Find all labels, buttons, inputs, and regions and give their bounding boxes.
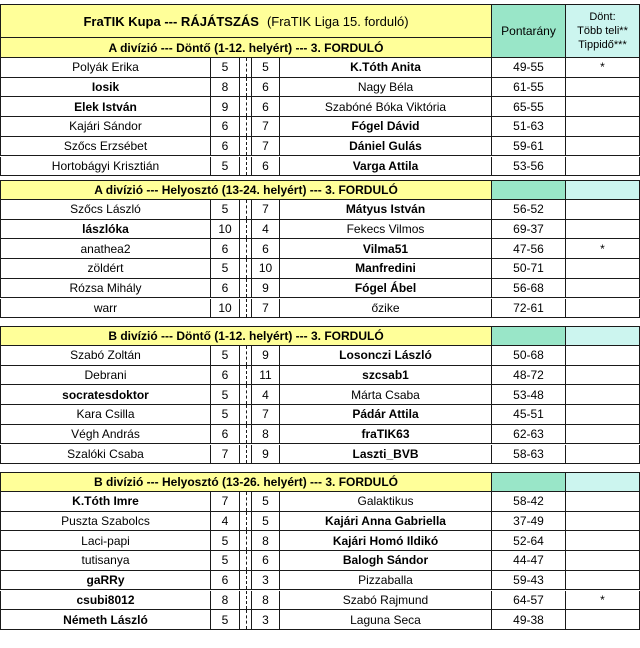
score-separator [240, 425, 252, 445]
match-row [0, 445, 640, 465]
match-row [0, 346, 640, 366]
away-player: Szabóné Bóka Viktória [280, 97, 492, 117]
score-separator [240, 492, 252, 512]
tip-mark: * [566, 58, 640, 78]
separator-line [246, 492, 247, 511]
section-title: A divízió --- Döntő (1-12. helyért) --- 3. FORDULÓ [0, 38, 492, 58]
home-player: Szőcs László [0, 200, 211, 220]
match-row [0, 279, 640, 299]
point-ratio: 61-55 [492, 78, 566, 98]
separator-line [246, 571, 247, 590]
separator-line [246, 299, 247, 318]
score-separator [240, 58, 252, 78]
score-separator [240, 346, 252, 366]
point-ratio: 72-61 [492, 299, 566, 319]
home-score: 8 [211, 78, 240, 98]
separator-line [246, 117, 247, 136]
section-pont-header [492, 472, 566, 492]
match-row [0, 259, 640, 279]
score-separator [240, 239, 252, 259]
tip-mark [566, 366, 640, 386]
score-separator [240, 259, 252, 279]
tip-mark: * [566, 591, 640, 611]
match-row [0, 531, 640, 551]
home-player: tutisanya [0, 551, 211, 571]
score-separator [240, 97, 252, 117]
tip-mark [566, 571, 640, 591]
away-score: 11 [252, 366, 280, 386]
home-player: Debrani [0, 366, 211, 386]
home-score: 10 [211, 299, 240, 319]
tip-mark [566, 512, 640, 532]
away-player: Laszti_BVB [280, 445, 492, 465]
score-separator [240, 200, 252, 220]
tip-mark [566, 492, 640, 512]
point-ratio: 49-38 [492, 610, 566, 630]
home-score: 6 [211, 279, 240, 299]
away-score: 9 [252, 445, 280, 465]
score-separator [240, 117, 252, 137]
away-score: 7 [252, 117, 280, 137]
match-row [0, 366, 640, 386]
separator-line [246, 58, 247, 77]
separator-line [246, 405, 247, 424]
away-player: Losonczi László [280, 346, 492, 366]
away-player: Fekecs Vilmos [280, 220, 492, 240]
away-player: Dániel Gulás [280, 137, 492, 157]
tip-mark [566, 200, 640, 220]
away-score: 7 [252, 200, 280, 220]
home-player: Puszta Szabolcs [0, 512, 211, 532]
section-tip-header [566, 326, 640, 346]
point-ratio: 49-55 [492, 58, 566, 78]
match-row [0, 137, 640, 157]
separator-line [246, 512, 247, 531]
tip-mark: * [566, 239, 640, 259]
point-ratio: 53-48 [492, 385, 566, 405]
score-separator [240, 531, 252, 551]
tip-mark [566, 97, 640, 117]
away-player: K.Tóth Anita [280, 58, 492, 78]
separator-line [246, 157, 247, 176]
home-score: 5 [211, 405, 240, 425]
point-ratio: 50-71 [492, 259, 566, 279]
score-separator [240, 299, 252, 319]
away-score: 7 [252, 405, 280, 425]
match-row [0, 385, 640, 405]
point-ratio: 59-61 [492, 137, 566, 157]
home-score: 5 [211, 346, 240, 366]
tip-mark [566, 405, 640, 425]
point-ratio: 64-57 [492, 591, 566, 611]
home-score: 5 [211, 385, 240, 405]
home-score: 4 [211, 512, 240, 532]
tip-mark [566, 157, 640, 177]
tip-mark [566, 220, 640, 240]
away-score: 3 [252, 571, 280, 591]
away-player: őzike [280, 299, 492, 319]
away-score: 7 [252, 299, 280, 319]
point-ratio: 37-49 [492, 512, 566, 532]
home-player: Végh András [0, 425, 211, 445]
score-separator [240, 551, 252, 571]
match-row [0, 200, 640, 220]
title-right: (FraTIK Liga 15. forduló) [266, 13, 409, 29]
home-score: 5 [211, 259, 240, 279]
pontarany-header: Pontarány [492, 4, 566, 58]
match-row [0, 117, 640, 137]
section-header-row [0, 326, 640, 346]
away-score: 8 [252, 425, 280, 445]
home-score: 5 [211, 551, 240, 571]
home-player: Szabó Zoltán [0, 346, 211, 366]
home-player: Rózsa Mihály [0, 279, 211, 299]
away-score: 6 [252, 239, 280, 259]
score-separator [240, 445, 252, 465]
home-score: 6 [211, 117, 240, 137]
home-player: Hortobágyi Krisztián [0, 157, 211, 177]
home-player: Szalóki Csaba [0, 445, 211, 465]
section-header-row [0, 38, 640, 58]
match-row [0, 492, 640, 512]
tip-mark [566, 425, 640, 445]
separator-line [246, 137, 247, 156]
home-score: 6 [211, 366, 240, 386]
away-score: 6 [252, 551, 280, 571]
away-score: 3 [252, 610, 280, 630]
point-ratio: 65-55 [492, 97, 566, 117]
away-score: 4 [252, 220, 280, 240]
match-row [0, 220, 640, 240]
away-player: Varga Attila [280, 157, 492, 177]
tip-mark [566, 445, 640, 465]
away-score: 8 [252, 591, 280, 611]
match-row [0, 405, 640, 425]
separator-line [246, 239, 247, 258]
home-player: Polyák Erika [0, 58, 211, 78]
separator-line [246, 385, 247, 404]
dont-line-3: Tippidő*** [578, 39, 627, 51]
dont-line-2: Több teli** [577, 25, 628, 37]
tip-mark [566, 78, 640, 98]
home-score: 6 [211, 137, 240, 157]
section-title: B divízió --- Döntő (1-12. helyért) --- 3. FORDULÓ [0, 326, 492, 346]
tip-mark [566, 610, 640, 630]
point-ratio: 56-68 [492, 279, 566, 299]
title-cell [0, 4, 492, 38]
away-player: Nagy Béla [280, 78, 492, 98]
tip-mark [566, 117, 640, 137]
match-row [0, 591, 640, 611]
separator-line [246, 279, 247, 298]
home-player: Elek István [0, 97, 211, 117]
match-row [0, 425, 640, 445]
point-ratio: 44-47 [492, 551, 566, 571]
away-player: Fógel Dávid [280, 117, 492, 137]
home-player: Kajári Sándor [0, 117, 211, 137]
home-score: 7 [211, 445, 240, 465]
section-pont-header [492, 326, 566, 346]
away-score: 6 [252, 97, 280, 117]
away-score: 10 [252, 259, 280, 279]
home-score: 6 [211, 425, 240, 445]
match-row [0, 571, 640, 591]
separator-line [246, 425, 247, 444]
section-title: B divízió --- Helyosztó (13-26. helyért) --- 3. FORDULÓ [0, 472, 492, 492]
away-player: Fógel Ábel [280, 279, 492, 299]
separator-line [246, 200, 247, 219]
match-row [0, 610, 640, 630]
point-ratio: 50-68 [492, 346, 566, 366]
separator-line [246, 259, 247, 278]
score-separator [240, 591, 252, 611]
tip-mark [566, 346, 640, 366]
home-score: 10 [211, 220, 240, 240]
score-separator [240, 571, 252, 591]
home-score: 5 [211, 58, 240, 78]
home-player: lászlóka [0, 220, 211, 240]
home-score: 5 [211, 610, 240, 630]
separator-line [246, 78, 247, 97]
home-player: gaRRy [0, 571, 211, 591]
tip-mark [566, 259, 640, 279]
point-ratio: 53-56 [492, 157, 566, 177]
separator-line [246, 346, 247, 365]
match-row [0, 299, 640, 319]
away-score: 4 [252, 385, 280, 405]
match-row [0, 58, 640, 78]
tip-mark [566, 299, 640, 319]
away-player: Galaktikus [280, 492, 492, 512]
match-row [0, 512, 640, 532]
away-player: Szabó Rajmund [280, 591, 492, 611]
point-ratio: 52-64 [492, 531, 566, 551]
point-ratio: 58-63 [492, 445, 566, 465]
separator-line [246, 551, 247, 570]
tip-mark [566, 137, 640, 157]
point-ratio: 59-43 [492, 571, 566, 591]
away-score: 8 [252, 531, 280, 551]
away-player: Balogh Sándor [280, 551, 492, 571]
away-score: 9 [252, 346, 280, 366]
match-row [0, 551, 640, 571]
home-player: warr [0, 299, 211, 319]
match-row [0, 97, 640, 117]
away-score: 5 [252, 492, 280, 512]
away-player: Márta Csaba [280, 385, 492, 405]
match-row [0, 78, 640, 98]
point-ratio: 45-51 [492, 405, 566, 425]
away-player: Mátyus István [280, 200, 492, 220]
away-player: Pádár Attila [280, 405, 492, 425]
section-title: A divízió --- Helyosztó (13-24. helyért) --- 3. FORDULÓ [0, 180, 492, 200]
score-separator [240, 610, 252, 630]
home-player: anathea2 [0, 239, 211, 259]
separator-line [246, 220, 247, 239]
home-player: Iosik [0, 78, 211, 98]
score-separator [240, 366, 252, 386]
score-separator [240, 512, 252, 532]
section-tip-header [566, 472, 640, 492]
away-player: Kajári Anna Gabriella [280, 512, 492, 532]
match-row [0, 239, 640, 259]
separator-line [246, 445, 247, 464]
away-player: Pizzaballa [280, 571, 492, 591]
home-player: zöldért [0, 259, 211, 279]
away-player: fraTIK63 [280, 425, 492, 445]
home-score: 9 [211, 97, 240, 117]
home-player: Németh László [0, 610, 211, 630]
point-ratio: 62-63 [492, 425, 566, 445]
score-separator [240, 279, 252, 299]
dont-line-1: Dönt: [589, 11, 616, 23]
home-score: 6 [211, 571, 240, 591]
section-pont-header [492, 180, 566, 200]
home-score: 6 [211, 239, 240, 259]
separator-line [246, 531, 247, 550]
home-score: 7 [211, 492, 240, 512]
point-ratio: 47-56 [492, 239, 566, 259]
score-separator [240, 137, 252, 157]
tip-mark [566, 531, 640, 551]
home-score: 5 [211, 531, 240, 551]
home-score: 5 [211, 200, 240, 220]
away-score: 9 [252, 279, 280, 299]
away-player: Vilma51 [280, 239, 492, 259]
score-separator [240, 385, 252, 405]
away-player: Kajári Homó Ildikó [280, 531, 492, 551]
home-player: Laci-papi [0, 531, 211, 551]
score-separator [240, 78, 252, 98]
point-ratio: 56-52 [492, 200, 566, 220]
separator-line [246, 366, 247, 385]
separator-line [246, 610, 247, 629]
point-ratio: 69-37 [492, 220, 566, 240]
point-ratio: 51-63 [492, 117, 566, 137]
home-player: K.Tóth Imre [0, 492, 211, 512]
point-ratio: 58-42 [492, 492, 566, 512]
score-separator [240, 220, 252, 240]
away-score: 5 [252, 58, 280, 78]
tip-mark [566, 551, 640, 571]
home-score: 8 [211, 591, 240, 611]
score-separator [240, 405, 252, 425]
away-score: 5 [252, 512, 280, 532]
home-player: Szőcs Erzsébet [0, 137, 211, 157]
separator-line [246, 591, 247, 610]
away-player: Manfredini [280, 259, 492, 279]
separator-line [246, 97, 247, 116]
away-score: 7 [252, 137, 280, 157]
away-player: Laguna Seca [280, 610, 492, 630]
section-tip-header [566, 180, 640, 200]
home-player: Kara Csilla [0, 405, 211, 425]
away-score: 6 [252, 157, 280, 177]
title-left: FraTIK Kupa --- RÁJÁTSZÁS [83, 13, 259, 29]
tip-mark [566, 385, 640, 405]
home-player: socratesdoktor [0, 385, 211, 405]
section-header-row [0, 180, 640, 200]
home-player: csubi8012 [0, 591, 211, 611]
point-ratio: 48-72 [492, 366, 566, 386]
score-separator [240, 157, 252, 177]
match-row [0, 157, 640, 177]
tip-mark [566, 279, 640, 299]
away-player: szcsab1 [280, 366, 492, 386]
away-score: 6 [252, 78, 280, 98]
section-header-row [0, 472, 640, 492]
home-score: 5 [211, 157, 240, 177]
